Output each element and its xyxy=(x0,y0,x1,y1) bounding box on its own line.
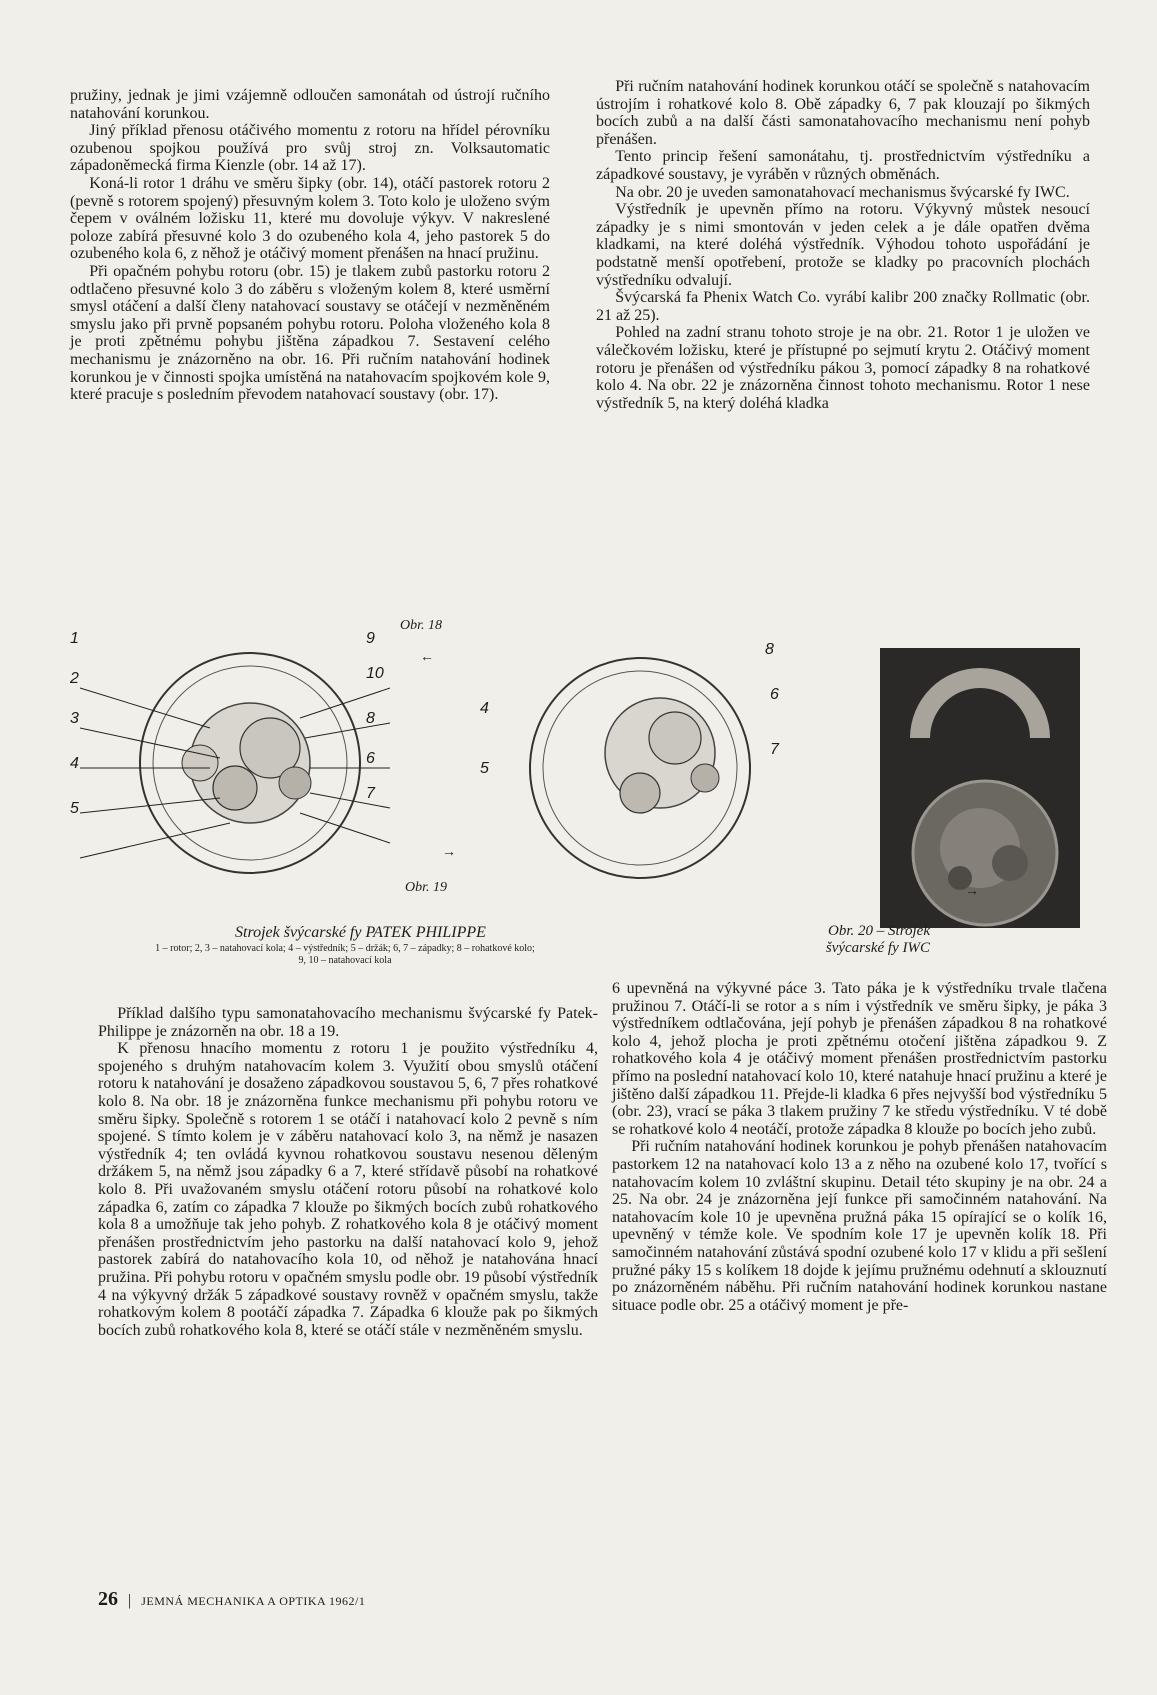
text-column-top-left xyxy=(70,87,550,404)
fig18-19-caption: Strojek švýcarské fy PATEK PHILIPPE xyxy=(235,924,486,941)
text-column-top-right xyxy=(596,78,1090,412)
paragraph: Při opačném pohybu rotoru (obr. 15) je tlakem zubů pastorku rotoru 2 odtlačeno přesuvné kolo 3 do záběru s vloženým kolem 8, které usměrní smysl otáčení a další členy natahovací soustavy se otáčejí v nezměněném smyslu jako při prvně popsaném pohybu rotoru. Poloha vloženého kola 8 je proti zpětnému pohybu jištěna západkou 7. Sestavení celého mechanismu je znázorněno na obr. 16. Při ručním natahování hodinek korunkou je v činnosti spojka umístěná na natahovacím spojkovém kole 9, které pracuje s posledním převodem natahovací soustavy (obr. 17). xyxy=(70,262,550,404)
fig18-num-3: 3 xyxy=(70,710,79,727)
text-column-bottom-right xyxy=(612,980,1107,1314)
fig20-caption-line-2: švýcarské fy IWC xyxy=(825,940,930,956)
fig18-num-8: 8 xyxy=(366,710,375,727)
paragraph: Švýcarská fa Phenix Watch Co. vyrábí kalibr 200 značky Rollmatic (obr. 21 až 25). xyxy=(596,289,1090,324)
fig18-num-9: 9 xyxy=(366,630,375,647)
figures-area xyxy=(70,618,1090,966)
paragraph: Při ručním natahování hodinek korunkou otáčí se společně s natahovacím ústrojím i rohatkové kolo 8. Obě západky 6, 7 pak klouzají po šikmých bocích zubů a na další části samonatahovacího mechanismu není pohyb přenášen. xyxy=(596,78,1090,148)
paragraph: 6 upevněná na výkyvné páce 3. Tato páka je k výstředníku trvale tlačena pružinou 7. Otáčí-li se rotor a s ním i výstředník ve směru šipky, je páka 3 výstředníkem odtlačována, její pohyb je přenášen západkou 8 na rohatkové kolo 4, jehož plocha je proti zpětnému otočení jištěna západkou 9. Z rohatkového kola 4 je otáčivý moment přenášen prostřednictvím pastorku přímo na poslední natahovací kolo 10, které natahuje hnací pružinu a které je jištěno další západkou 11. Přejde-li kladka 6 přes nejvyšší bod výstředníku 5 (obr. 23), vrací se páka 3 tlakem pružiny 7 ke středu výstředníku. V té době se rohatkové kolo 4 neotáčí, protože západka 8 klouže po bocích jeho zubů. xyxy=(612,980,1107,1138)
paragraph: K přenosu hnacího momentu z rotoru 1 je použito výstředníku 4, spojeného s druhým natahovacím kolem 3. Využití obou smyslů otáčení rotoru k natahování je dosaženo západkovou soustavou 5, 6, 7 přes rohatkové kolo 8. Na obr. 18 je znázorněna funkce mechanismu při pohybu rotoru ve směru šipky. Společně s rotorem 1 se otáčí i natahovací kolo 2 pevně s ním spojené. S tímto kolem je v záběru natahovací kolo 3, na němž je nasazen výstředník 4; ten ovládá kyvnou rohatkovou soustavu nesenou děleným držákem 5, na němž jsou západky 6 a 7, které střídavě působí na rohatkové kolo 8. Při uvažovaném smyslu otáčení rotoru působí na rohatkové kolo západka 6, zatím co západka 7 klouže po šikmých bocích zubů rohatkového kola 8 a umožňuje tak jeho pohyb. Z rohatkového kola 8 je otáčivý moment přenášen prostřednictvím jeho pastorku na další natahovací kolo 9, jehož pastorek zabírá do natahovacího kola 10, od něhož je natahována hnací pružina. Při pohybu rotoru v opačném smyslu podle obr. 19 působí výstředník 4 na výkyvný držák 5 západkové soustavy rovněž v opačném smyslu, takže rohatkovým kolem 8 pootáčí západka 7. Západka 6 klouže pak po šikmých bocích zubů rohatkového kola 8, které se otáčí stále v nezměněném smyslu. xyxy=(98,1040,598,1339)
fig19-label: Obr. 19 xyxy=(405,880,448,895)
page-number: 26 xyxy=(98,1588,118,1610)
fig18-19-legend xyxy=(75,943,615,967)
legend-line-2: 9, 10 – natahovací kola xyxy=(298,955,392,966)
arrow-right-glyph: → xyxy=(442,843,456,859)
paragraph: Jiný příklad přenosu otáčivého momentu z rotoru na hřídel pérovníku ozubenou spojkou používá pro svůj stroj zn. Volksautomatic západoněmecká firma Kienzle (obr. 14 až 17). xyxy=(70,122,550,175)
paragraph: Koná-li rotor 1 dráhu ve směru šipky (obr. 14), otáčí pastorek rotoru 2 (pevně s rotorem spojený) přesuvným kolem 3. Toto kolo je uloženo svým čepem v oválném ložisku 11, které mu dovoluje výkyv. V nakreslené poloze zabírá přesuvné kolo 3 do ozubeného kola 4, jeho pastorek 5 do ozubeného kola 6, z něhož je otáčivý moment přenášen na hnací pružinu. xyxy=(70,174,550,263)
fig19-num-6: 6 xyxy=(770,686,779,703)
fig18-label: Obr. 18 xyxy=(400,618,443,633)
fig18-num-5: 5 xyxy=(70,800,79,817)
fig19-num-4: 4 xyxy=(480,700,489,717)
paragraph: pružiny, jednak je jimi vzájemně odloučen samonátah od ústrojí ručního natahování korunkou. xyxy=(70,87,550,122)
fig18-num-7: 7 xyxy=(366,785,375,802)
paragraph: Na obr. 20 je uveden samonatahovací mechanismus švýcarské fy IWC. xyxy=(615,183,1070,201)
fig18-num-1: 1 xyxy=(70,630,79,647)
fig20-caption xyxy=(720,923,930,957)
paragraph: Příklad dalšího typu samonatahovacího mechanismu švýcarské fy Patek-Philippe je znázorněn na obr. 18 a 19. xyxy=(98,1005,598,1040)
fig19-num-8: 8 xyxy=(765,641,774,658)
paragraph: Pohled na zadní stranu tohoto stroje je na obr. 21. Rotor 1 je uložen ve válečkovém ložisku, které je přístupné po sejmutí krytu 2. Otáčivý moment rotoru je přenášen od výstředníku pákou 3, pomocí západky 8 na rohatkové kolo 4. Na obr. 22 je znázorněna činnost tohoto mechanismu. Rotor 1 nese výstředník 5, na který doléhá kladka xyxy=(596,324,1090,412)
paragraph: Výstředník je upevněn přímo na rotoru. Výkyvný můstek nesoucí západky je s nimi smontován v jeden celek a je dále opatřen dvěma kladkami, na které doléhá výstředník. Výhodou tohoto uspořádání je podstatně menší opotřebení, protože se kladky po pracovních plochách výstředníku odvalují. xyxy=(596,201,1090,289)
figure-19-drawing xyxy=(510,643,760,893)
fig20-caption-line-1: Obr. 20 – Strojek xyxy=(828,923,930,939)
fig18-num-6: 6 xyxy=(366,750,375,767)
fig19-num-7: 7 xyxy=(770,741,779,758)
fig19-num-5: 5 xyxy=(480,760,489,777)
fig18-num-2: 2 xyxy=(70,670,79,687)
journal-title: JEMNÁ MECHANIKA A OPTIKA 1962/1 xyxy=(141,1594,366,1608)
figure-18-drawing xyxy=(70,648,400,878)
arrow-left-glyph: ← xyxy=(420,648,434,664)
legend-line-1: 1 – rotor; 2, 3 – natahovací kola; 4 – výstředník; 5 – držák; 6, 7 – západky; 8 – rohatkové kolo; xyxy=(155,943,535,954)
footer-separator: | xyxy=(128,1592,132,1609)
fig18-num-10: 10 xyxy=(366,665,384,682)
page-footer xyxy=(98,1588,365,1611)
fig18-num-4: 4 xyxy=(70,755,79,772)
paragraph: Tento princip řešení samonátahu, tj. prostřednictvím výstředníku a západkové soustavy, je vyráběn v různých obměnách. xyxy=(596,148,1090,183)
figure-20-photo xyxy=(880,648,1080,928)
fig20-arrow-glyph: → xyxy=(965,882,979,898)
paragraph: Při ručním natahování hodinek korunkou je pohyb přenášen natahovacím pastorkem 12 na natahovací kolo 13 a z něho na ozubené kolo 17, tvořící s natahovacím kolem 10 zvláštní skupinu. Detail této skupiny je na obr. 24 a 25. Na obr. 24 je znázorněna její funkce při samočinném natahování. Na natahovacím kole 10 je upevněna pružná páka 15 opírající se o kolík 16, upevněný v témže kole. Ve spodním kole 17 je upevněn kolík 18. Při samočinném natahování zůstává spodní ozubené kolo 17 v klidu a při sešlení pružné páky 15 s kolíkem 18 dojde k jejímu pružnému odehnutí a sklouznutí po znázorněném náběhu. Při ručním natahování hodinek korunkou nastane situace podle obr. 25 a otáčivý moment je pře- xyxy=(612,1138,1107,1314)
text-column-bottom-left xyxy=(98,1005,598,1339)
